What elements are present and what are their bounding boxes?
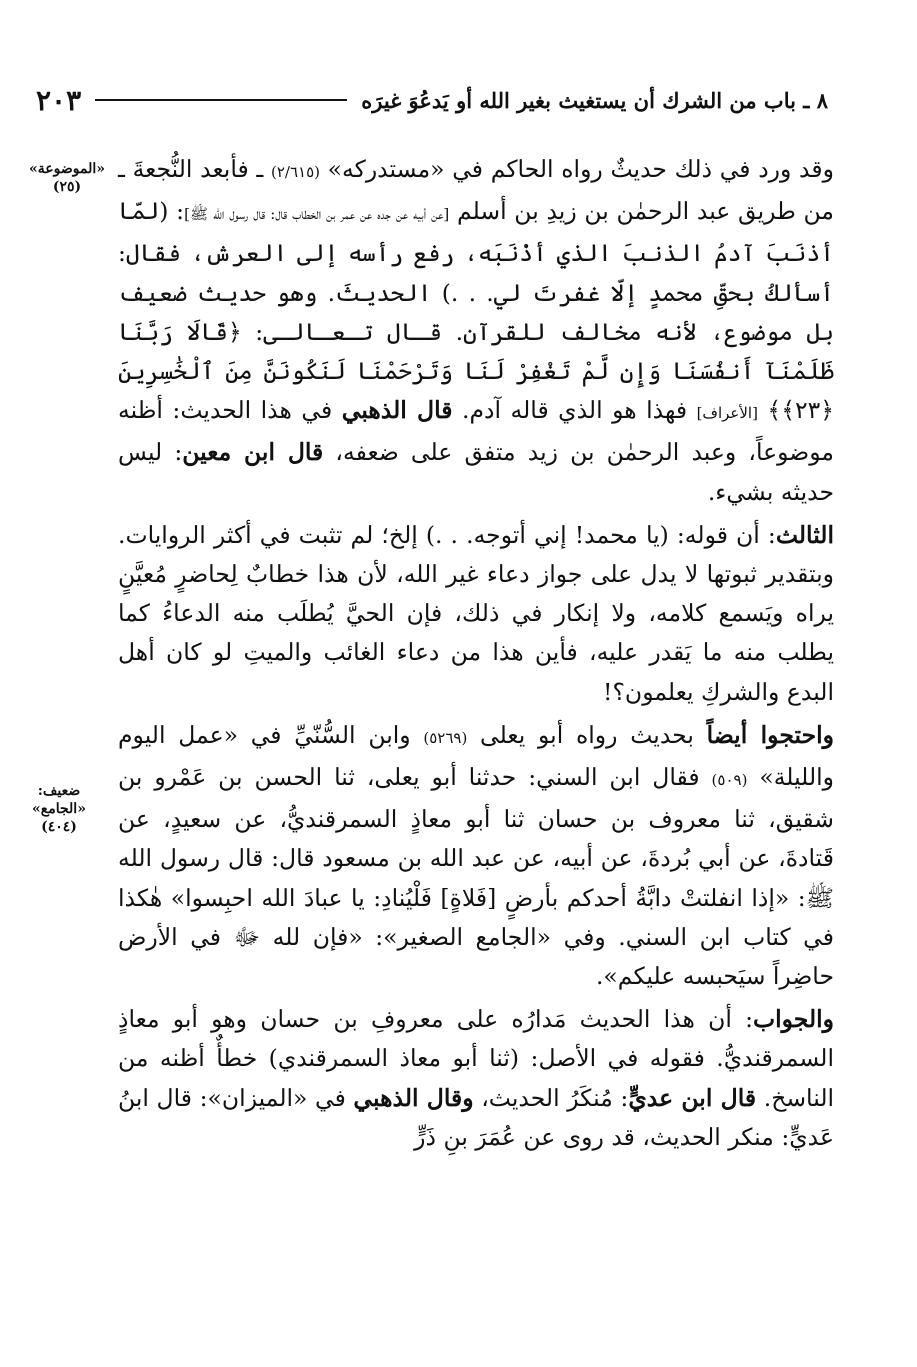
running-header xyxy=(36,80,828,120)
margin-note-line: «الجامع» xyxy=(32,801,86,817)
text-run: وابن السُّنّيِّ في «عمل اليوم والليلة» xyxy=(118,720,834,792)
text-run: وقد ورد في ذلك حديثٌ رواه الحاكم في «مستدركه» xyxy=(319,155,834,183)
main-text xyxy=(118,150,834,1157)
page-number: ٢٠٣ xyxy=(36,83,82,117)
reference-number: (٢/٦١٥) xyxy=(270,163,320,181)
text-run: : أن قوله: (يا محمد! إني أتوجه. . .) إلخ؛ لم تثبت في أكثر الروايات. وبتقدير ثبوتها لا يدل على جواز دعاء غير الله، لأن هذا خطابٌ لِحاضرٍ مُعيَّنٍ يراه ويَسمع كلامه، ولا إنكار في ذلك، فإن الحيَّ يُطلَب منه الدعاءُ كما يطلب منه ما يَقدر عليه، فأين هذا من دعاء الغائب والميتِ لو كان أهل البدع والشركِ يعلمون؟! xyxy=(118,520,834,706)
text-run: في هذا الحديث: أظنه موضوعاً، وعبد الرحمٰن بن زيد متفق على ضعفه، xyxy=(118,396,834,467)
header-rule xyxy=(95,99,347,101)
margin-note-line: «الموضوعة» xyxy=(29,161,105,177)
reference-number: (٥٢٦٩) xyxy=(423,728,468,747)
paragraph-hakim-hadith xyxy=(118,150,834,512)
paragraph-ibn-sunni-hadith xyxy=(118,716,834,996)
text-run: : أن هذا الحديث مَدارُه على معروفِ بن حسان وهو أبو معاذٍ السمرقنديُّ. فقوله في الأصل: (ثنا أبو معاذ السمرقندي) خطأٌ أظنه من الناسخ. xyxy=(118,1005,835,1112)
margin-note-line: (٢٥) xyxy=(52,179,82,195)
scholar-name: قال ابن معين xyxy=(182,438,324,467)
margin-note-line: ضعيف: xyxy=(37,783,81,799)
surah-reference: [الأعراف] xyxy=(696,404,758,423)
scholar-name: وقال الذهبي xyxy=(353,1083,474,1112)
paragraph-third-point xyxy=(118,516,834,712)
isnad-note: [عن أبيه عن جده عن عمر بن الخطاب قال: قال رسول الله ﷺ] xyxy=(184,205,450,224)
point-heading: الثالث xyxy=(775,520,834,549)
point-heading: والجواب xyxy=(753,1005,834,1034)
point-heading: واحتجوا أيضاً xyxy=(706,720,834,749)
text-run: بحديث رواه أبو يعلى xyxy=(467,720,707,749)
text-run: : (لمّا أذنَبَ آدمُ الذنبَ الذي أذْنَبَه، رفع رأسه إلى العرش، فقال: أسألكُ بحقِّ محمدٍ إلّا غفرتَ لي. . .) الحديثَ. وهو حديث ضعيف بل موضوع، لأنه مخالف للقرآن. قـال تـعـالـى: ﴿قَالَا رَبَّنَا ظَلَمْنَآ أَنفُسَنَا وَإِن لَّمْ تَغْفِرْ لَنَا وَتَرْحَمْنَا لَنَكُونَنَّ مِنَ ٱلْخَٰسِرِينَ ﴿٢٣﴾﴾ xyxy=(118,197,835,425)
paragraph-answer xyxy=(118,1000,834,1157)
margin-note-daif xyxy=(20,782,98,836)
text-run: فقال ابن السني: حدثنا أبو يعلى، ثنا الحسن بن عَمْرو بن شقيق، ثنا معروف بن حسان ثنا أبو معاذٍ السمرقنديُّ، عن سعيدٍ، عن قَتادةَ، عن أبي بُردةَ، عن أبيه، عن عبد الله بن مسعود قال: قال رسول الله ﷺ: «إذا انفلتتْ دابَّةُ أحدكم بأرضٍ [فَلاةٍ] فَلْيُنادِ: يا عبادَ الله احبِسوا» هٰكذا في كتاب ابن السني. وفي «الجامع الصغير»: «فإن لله ﷻ في الأرض حاضِراً سيَحبسه عليكم». xyxy=(118,763,834,991)
text-run: : مُنكَرُ الحديث، xyxy=(473,1083,629,1112)
chapter-title: ٨ ـ باب من الشرك أن يستغيث بغير الله أو يَدعُوَ غيرَه xyxy=(361,87,828,113)
margin-note-mawdua xyxy=(28,160,106,196)
scholar-name: قال الذهبي xyxy=(341,396,453,425)
text-run: ـ فأبعد النُّجعةَ ـ من طريق عبد الرحمٰن بن زيدِ بن أسلم xyxy=(118,155,834,226)
scholar-name: قال ابن عديٍّ xyxy=(628,1083,757,1112)
margin-note-line: (٤٠٤) xyxy=(41,819,77,835)
text-run: في «الميزان»: قال ابنُ عَديٍّ: منكر الحديث، قد روى عن عُمَرَ بنِ ذَرٍّ xyxy=(118,1083,834,1151)
text-run: فهذا هو الذي قاله آدم. xyxy=(452,396,697,425)
reference-number: (٥٠٩) xyxy=(711,771,748,790)
text-run: : ليس حديثه بشيء. xyxy=(118,438,834,506)
